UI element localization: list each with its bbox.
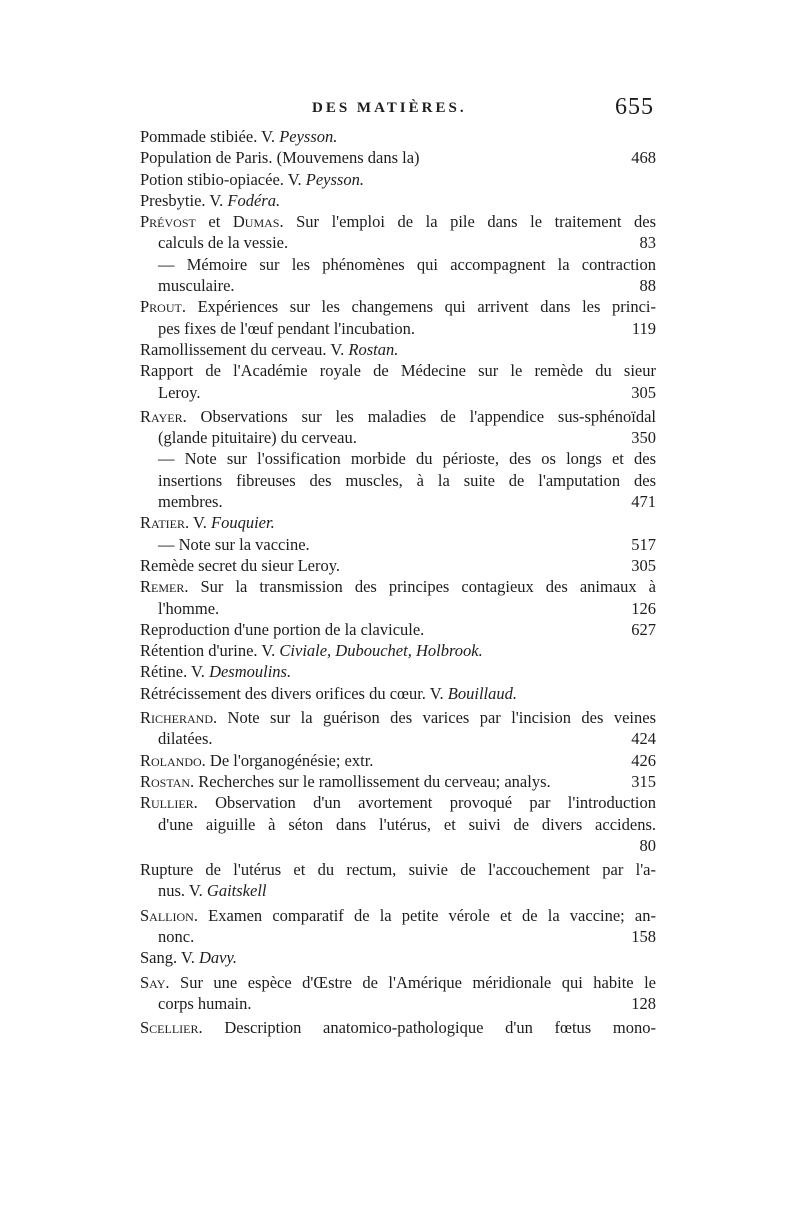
entry-text: Rapport de l'Académie royale de Médecine sur le remède du sieur <box>140 361 656 381</box>
page-reference: 517 <box>631 534 656 554</box>
entry-text: . Sur la transmission des principes contagieux des animaux à <box>184 577 656 597</box>
entry-text: Rupture de l'utérus et du rectum, suivie de l'accouchement par l'a- <box>140 860 656 880</box>
index-line <box>140 750 656 771</box>
index-line <box>140 406 656 427</box>
entry-text: . Expériences sur les changemens qui arrivent dans les princi- <box>181 297 656 317</box>
page-number: 655 <box>615 94 654 120</box>
index-line <box>140 640 656 661</box>
page-reference: 80 <box>639 835 656 855</box>
index-line <box>140 470 656 491</box>
cross-reference: Gaitskell <box>206 881 267 901</box>
author-name: Rolando <box>140 750 202 770</box>
index-line <box>140 880 656 901</box>
entry-text: . Observation d'un avortement provoqué par l'introduction <box>193 793 656 813</box>
page-reference: 426 <box>631 750 656 770</box>
index-line <box>140 926 656 947</box>
index-line <box>140 254 656 275</box>
author-name: Rayer <box>140 406 183 426</box>
cross-reference: Peysson. <box>279 127 338 146</box>
page-reference: 627 <box>631 619 656 639</box>
entry-text: . Note sur la guérison des varices par l'incision des veines <box>213 708 656 728</box>
index-line <box>140 814 656 835</box>
cross-reference: Civiale, Dubouchet, Holbrook. <box>279 641 483 661</box>
author-name: Rullier <box>140 793 194 813</box>
page-reference: 119 <box>631 318 656 338</box>
page-reference: 424 <box>631 729 656 749</box>
author-name: Remer <box>140 577 185 597</box>
entry-text: d'une aiguille à séton dans l'utérus, et suivi de divers accidens. <box>158 814 656 834</box>
index-entries <box>140 126 656 1038</box>
entry-text: l'homme. <box>158 598 220 618</box>
page-reference: 305 <box>631 555 656 575</box>
entry-text: Sang. V. <box>140 948 199 968</box>
index-line <box>140 232 656 253</box>
author-name: Scellier <box>140 1018 199 1038</box>
cross-reference: Rostan. <box>348 339 399 359</box>
entry-text: Ramollissement du cerveau. V. <box>140 339 349 359</box>
index-line <box>140 275 656 296</box>
page-reference: 305 <box>631 382 656 402</box>
entry-text: Rétention d'urine. V. <box>140 641 280 661</box>
index-line <box>140 211 656 232</box>
entry-text: insertions fibreuses des muscles, à la suite de l'amputation des <box>158 470 656 490</box>
index-line <box>140 382 656 403</box>
entry-text: nonc. <box>158 926 195 946</box>
running-title: DES MATIÈRES. <box>312 100 467 116</box>
entry-text: . De l'organogénésie; extr. <box>201 750 374 770</box>
index-line <box>140 555 656 576</box>
index-line <box>140 427 656 448</box>
author-name: Sallion <box>140 905 194 925</box>
index-line <box>140 792 656 813</box>
entry-text: . Observations sur les maladies de l'appendice sus-sphénoïdal <box>182 406 656 426</box>
index-line <box>140 598 656 619</box>
entry-text: . Examen comparatif de la petite vérole et de la vaccine; an- <box>193 905 656 925</box>
entry-text: — Note sur l'ossification morbide du périoste, des os longs et des <box>158 449 656 469</box>
index-line <box>140 512 656 533</box>
entry-text: — Note sur la vaccine. <box>158 534 310 554</box>
entry-text: . Sur une espèce d'Œstre de l'Amérique méridionale qui habite le <box>165 972 656 992</box>
index-line <box>140 993 656 1014</box>
cross-reference: Peysson. <box>305 169 364 189</box>
page-reference: 126 <box>631 598 656 618</box>
entry-text: corps humain. <box>158 993 252 1013</box>
page-reference: 83 <box>639 233 656 253</box>
entry-text: — Mémoire sur les phénomènes qui accompagnent la contraction <box>158 254 656 274</box>
author-name: Dumas <box>232 212 280 232</box>
entry-text: musculaire. <box>158 276 235 296</box>
entry-text: Presbytie. V. <box>140 190 228 210</box>
author-name: Richerand <box>140 708 214 728</box>
index-line <box>140 728 656 749</box>
index-line <box>140 947 656 968</box>
entry-text: . Sur l'emploi de la pile dans le traitement des <box>279 212 656 232</box>
cross-reference: Fouquier. <box>211 513 275 533</box>
index-line <box>140 339 656 360</box>
index-line <box>140 661 656 682</box>
index-line <box>140 1017 656 1038</box>
index-line <box>140 576 656 597</box>
entry-text: dilatées. <box>158 729 213 749</box>
entry-text: et <box>195 212 233 232</box>
index-line <box>140 126 656 147</box>
index-line <box>140 859 656 880</box>
index-line <box>140 905 656 926</box>
index-line <box>140 707 656 728</box>
entry-text: . V. <box>185 513 212 533</box>
index-line <box>140 972 656 993</box>
index-line <box>140 360 656 381</box>
entry-text: Pommade stibiée. V. <box>140 127 280 146</box>
cross-reference: Davy. <box>199 948 238 968</box>
entry-text: pes fixes de l'œuf pendant l'incubation. <box>158 318 416 338</box>
running-head <box>142 96 658 126</box>
page-reference: 315 <box>631 771 656 791</box>
index-line <box>140 491 656 512</box>
cross-reference: Bouillaud. <box>447 683 517 703</box>
page-reference: 88 <box>639 276 656 296</box>
entry-text: nus. V. <box>158 881 207 901</box>
index-line <box>140 448 656 469</box>
entry-text: . Description anatomico-pathologique d'un fœtus mono- <box>198 1018 656 1038</box>
entry-text: Reproduction d'une portion de la clavicule. <box>140 619 425 639</box>
page-reference: 128 <box>631 993 656 1013</box>
entry-text: (glande pituitaire) du cerveau. <box>158 428 357 448</box>
index-line <box>140 835 656 856</box>
entry-text: Population de Paris. (Mouvemens dans la) <box>140 148 420 168</box>
index-line <box>140 318 656 339</box>
entry-text: membres. <box>158 492 223 512</box>
index-line <box>140 147 656 168</box>
index-line <box>140 169 656 190</box>
author-name: Say <box>140 972 166 992</box>
entry-text: Leroy. <box>158 382 201 402</box>
author-name: Prout <box>140 297 182 317</box>
index-line <box>140 190 656 211</box>
author-name: Rostan <box>140 771 191 791</box>
page-reference: 350 <box>631 428 656 448</box>
page-reference: 471 <box>631 492 656 512</box>
entry-text: calculs de la vessie. <box>158 233 289 253</box>
index-line <box>140 771 656 792</box>
cross-reference: Fodéra. <box>227 190 281 210</box>
entry-text: Rétine. V. <box>140 662 210 682</box>
entry-text: Rétrécissement des divers orifices du cœur. V. <box>140 683 448 703</box>
author-name: Prévost <box>140 212 196 232</box>
index-line <box>140 534 656 555</box>
author-name: Ratier <box>140 513 186 533</box>
index-line <box>140 296 656 317</box>
entry-text: . Recherches sur le ramollissement du cerveau; analys. <box>190 771 551 791</box>
page-reference: 468 <box>631 148 656 168</box>
entry-text: Remède secret du sieur Leroy. <box>140 555 341 575</box>
cross-reference: Desmoulins. <box>209 662 292 682</box>
entry-text: Potion stibio-opiacée. V. <box>140 169 306 189</box>
index-line <box>140 619 656 640</box>
page-reference: 158 <box>631 926 656 946</box>
index-line <box>140 683 656 704</box>
